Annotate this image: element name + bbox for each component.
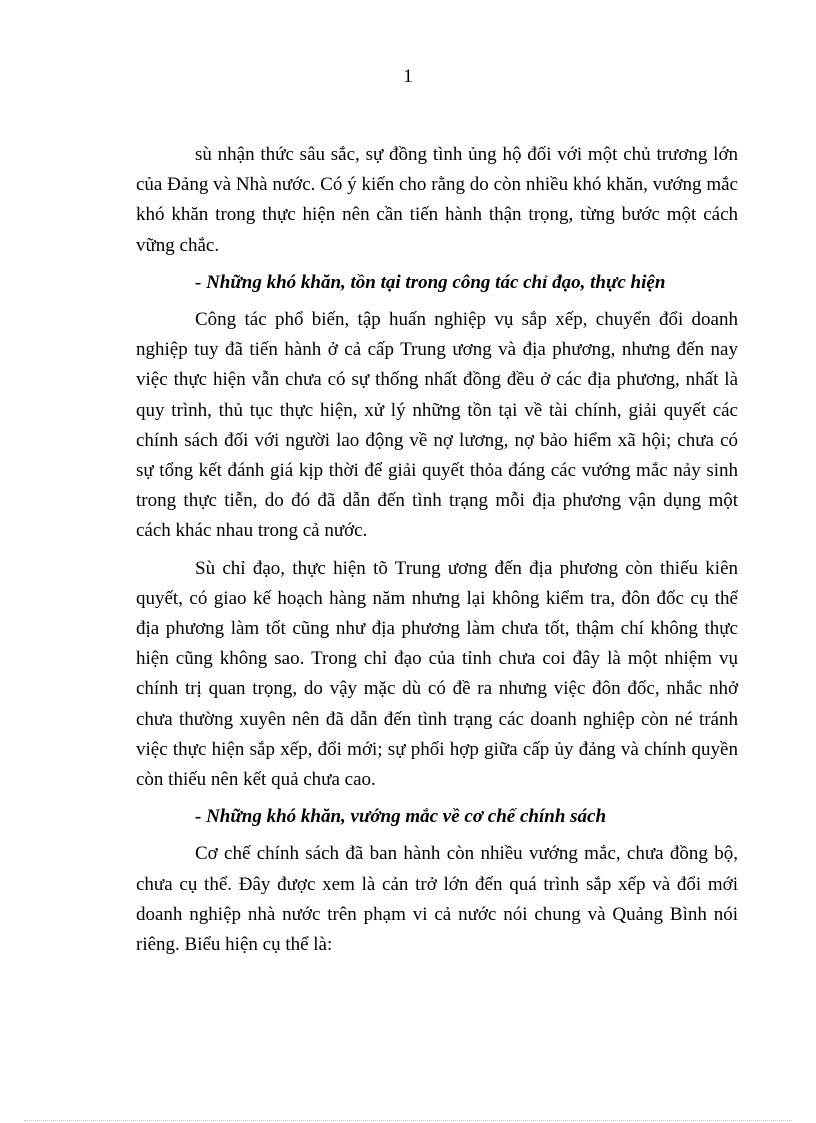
paragraph-awareness: sù nhận thức sâu sắc, sự đồng tình ủng hộ đối với một chủ trương lớn của Đảng và Nhà nước. Có ý kiến cho rằng do còn nhiều khó khăn, vướng mắc khó khăn trong thực hiện nên cần tiến hành thận trọng, từng bước một cách vững chắc.: [136, 144, 738, 256]
document-body: [136, 140, 738, 960]
page-number: 1: [403, 66, 413, 87]
section-heading-policy-difficulties: - Những khó khăn, vướng mắc về cơ chế chính sách: [195, 806, 607, 828]
paragraph-leadership: Sù chỉ đạo, thực hiện tõ Trung ương đến địa phương còn thiếu kiên quyết, có giao kế hoạch hàng năm nhưng lại không kiểm tra, đôn đốc cụ thể địa phương làm tốt cũng như địa phương làm chưa tốt, thậm chí không thực hiện cũng không sao. Trong chỉ đạo của tỉnh chưa coi đây là một nhiệm vụ chính trị quan trọng, do vậy mặc dù có đề ra nhưng việc đôn đốc, nhắc nhở chưa thường xuyên nên đã dẫn đến tình trạng các doanh nghiệp còn né tránh việc thực hiện sắp xếp, đổi mới; sự phối hợp giữa cấp ủy đảng và chính quyền còn thiếu nên kết quả chưa cao.: [136, 557, 738, 791]
paragraph-training-dissemination: Công tác phổ biến, tập huấn nghiệp vụ sắp xếp, chuyển đổi doanh nghiệp tuy đã tiến hành ở cả cấp Trung ương và địa phương, nhưng đến nay việc thực hiện vẫn chưa có sự thống nhất đồng đều ở các địa phương, nhất là quy trình, thủ tục thực hiện, xử lý những tồn tại về tài chính, giải quyết các chính sách đối với người lao động về nợ lương, nợ bảo hiểm xã hội; chưa có sự tổng kết đánh giá kịp thời để giải quyết thỏa đáng các vướng mắc nảy sinh trong thực tiễn, do đó đã dẫn đến tình trạng mỗi địa phương vận dụng một cách khác nhau trong cả nước.: [136, 309, 738, 542]
section-heading-direction-difficulties: - Những khó khăn, tồn tại trong công tác chỉ đạo, thực hiện: [195, 271, 666, 293]
page-bottom-divider: [24, 1120, 792, 1121]
paragraph-policy-mechanism: Cơ chế chính sách đã ban hành còn nhiều vướng mắc, chưa đồng bộ, chưa cụ thể. Đây được xem là cản trở lớn đến quá trình sắp xếp và đổi mới doanh nghiệp nhà nước trên phạm vi cả nước nói chung và Quảng Bình nói riêng. Biểu hiện cụ thể là:: [136, 843, 738, 956]
